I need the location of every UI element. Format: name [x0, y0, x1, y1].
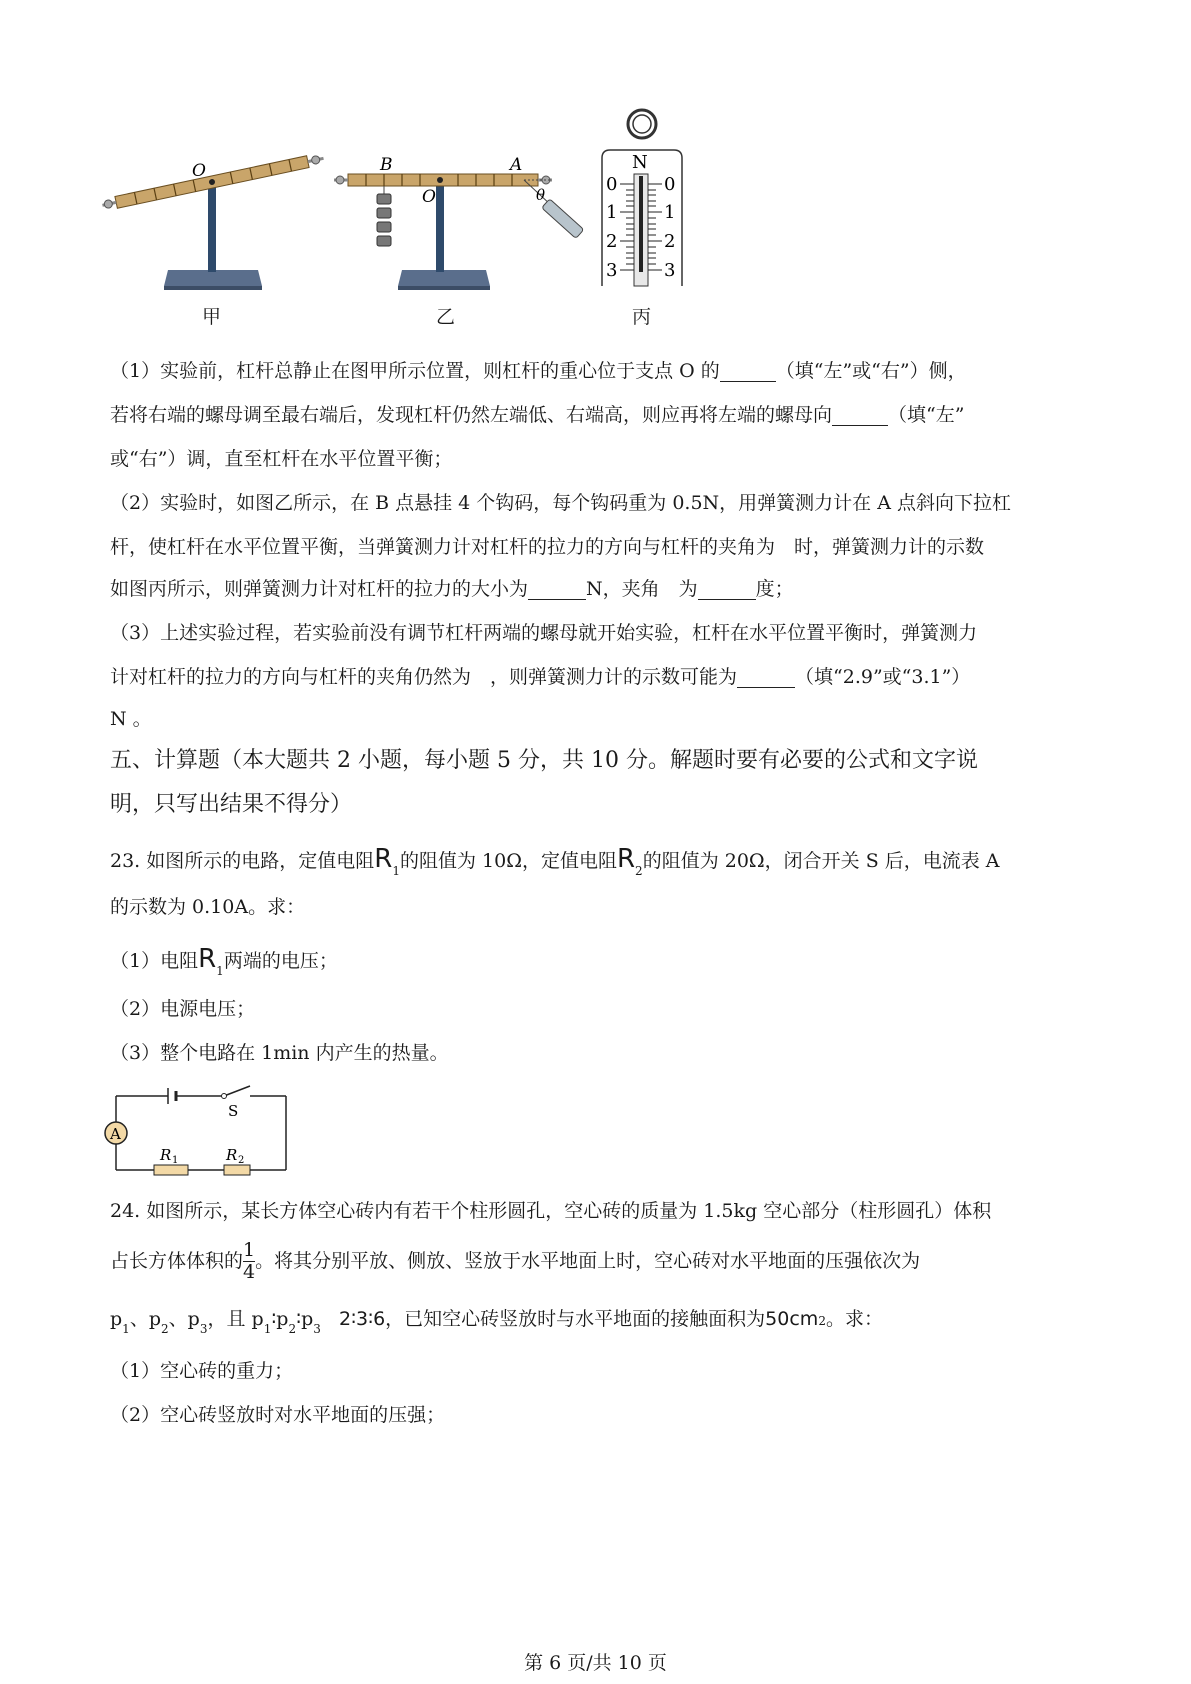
q23-line1: 23. 如图所示的电路，定值电阻$R_1$的阻值为 10Ω，定值电阻$R_2$的阻值为 20Ω，闭合开关 S 后，电流表 A [110, 844, 1000, 878]
ammeter-label: A [110, 1125, 121, 1143]
q24-item1: （1）空心砖的重力； [110, 1360, 294, 1382]
q22-p1-line2: 若将右端的螺母调至最右端后，发现杠杆仍然左端低、右端高，则应再将左端的螺母向 （填“左” [110, 404, 965, 426]
figure-yi-lever [330, 150, 590, 300]
tick-left-1: 1 [606, 202, 618, 223]
q22-p2-line1: （2）实验时，如图乙所示，在 B 点悬挂 4 个钩码，每个钩码重为 0.5N，用弹簧测力计在 A 点斜向下拉杠 [110, 492, 1011, 514]
section5-heading-line1: 五、计算题（本大题共 2 小题，每小题 5 分，共 10 分。解题时要有必要的公式和文字说 [110, 748, 978, 773]
q22-p2-line3: 如图丙所示，则弹簧测力计对杠杆的拉力的大小为 N，夹角 为 度； [110, 578, 794, 600]
unit-N: N [632, 152, 648, 173]
q24-line1: 24. 如图所示，某长方体空心砖内有若干个柱形圆孔，空心砖的质量为 1.5kg 空心部分（柱形圆孔）体积 [110, 1200, 992, 1222]
tick-left-3: 3 [606, 260, 618, 281]
tick-left-2: 2 [606, 231, 618, 252]
q22-p1-line3: 或“右”）调，直至杠杆在水平位置平衡； [110, 448, 453, 470]
page-number-footer: 第 6 页/共 10 页 [524, 1652, 667, 1674]
section5-heading-line2: 明，只写出结果不得分） [110, 792, 353, 817]
figure-yi-caption: 乙 [436, 306, 456, 328]
answer-blank[interactable] [737, 668, 795, 688]
q22-p3-line3: N 。 [110, 708, 152, 730]
q22-p3-line2: 计对杠杆的拉力的方向与杠杆的夹角仍然为 ，则弹簧测力计的示数可能为 （填“2.9”或“3.1”） [110, 666, 971, 688]
figure-bing-spring-scale [598, 104, 710, 294]
q24-line2: 占长方体体积的$\frac{1}{4}$ 。将其分别平放、侧放、竖放于水平地面上时，空心砖对水平地面的压强依次为 [110, 1239, 921, 1283]
r2-label: R [226, 1146, 238, 1164]
answer-blank[interactable] [528, 580, 586, 600]
figure-bing-caption: 丙 [632, 306, 652, 328]
answer-blank[interactable] [720, 362, 776, 382]
r1-label: R [160, 1146, 172, 1164]
q24-item2: （2）空心砖竖放时对水平地面的压强； [110, 1404, 446, 1426]
q22-p2-line2: 杆，使杠杆在水平位置平衡，当弹簧测力计对杠杆的拉力的方向与杠杆的夹角为 时，弹簧测力计的示数 [110, 536, 985, 558]
q23-line2: 的示数为 0.10A。求： [110, 896, 306, 918]
q22-p3-line1: （3）上述实验过程，若实验前没有调节杠杆两端的螺母就开始实验，杠杆在水平位置平衡时，弹簧测力 [110, 622, 978, 644]
r2-subscript: 2 [238, 1155, 245, 1166]
tick-left-0: 0 [606, 174, 618, 195]
answer-blank[interactable] [832, 406, 888, 426]
circuit-diagram [100, 1080, 300, 1180]
label-A: A [510, 155, 523, 175]
answer-blank[interactable] [698, 580, 756, 600]
tick-right-1: 1 [664, 202, 676, 223]
q22-p1-line1: （1）实验前，杠杆总静止在图甲所示位置，则杠杆的重心位于支点 O 的 （填“左”或“右”）侧， [110, 360, 967, 382]
q23-item2: （2）电源电压； [110, 998, 256, 1020]
label-theta: θ [536, 186, 546, 204]
q24-line3: $p_1$、$p_2$、$p_3$，且 $p_1∶p_2∶p_3$ 2∶3∶6，已知空心砖竖放时与水平地面的接触面积为50cm2。求： [110, 1308, 883, 1336]
label-O: O [422, 187, 436, 207]
fraction-one-quarter: $\frac{1}{4}$ [243, 1239, 256, 1283]
figure-jia-lever [100, 140, 340, 300]
label-B: B [380, 155, 393, 175]
tick-right-0: 0 [664, 174, 676, 195]
tick-right-3: 3 [664, 260, 676, 281]
q23-item1: （1）电阻$R_1$两端的电压； [110, 944, 338, 978]
switch-label: S [228, 1102, 239, 1120]
q23-item3: （3）整个电路在 1min 内产生的热量。 [110, 1042, 449, 1064]
label-O: O [192, 161, 206, 181]
r1-subscript: 1 [172, 1155, 179, 1166]
tick-right-2: 2 [664, 231, 676, 252]
figure-jia-caption: 甲 [202, 306, 222, 328]
